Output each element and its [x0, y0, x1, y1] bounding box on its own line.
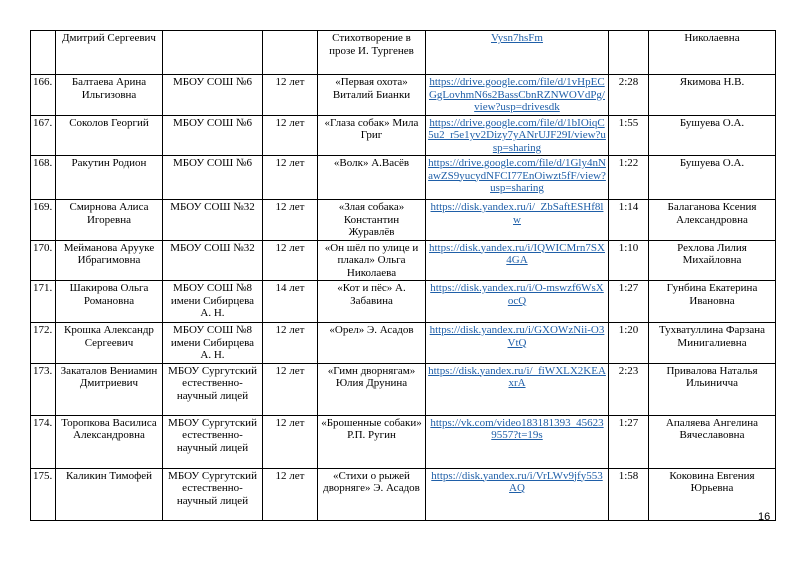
cell-school: МБОУ Сургутский естественно-научный лицей: [163, 363, 263, 415]
cell-link: [426, 323, 609, 364]
cell-name: Крошка Александр Сергеевич: [56, 323, 163, 364]
cell-time: 1:27: [609, 415, 649, 468]
cell-link: [426, 468, 609, 520]
cell-time: 2:23: [609, 363, 649, 415]
cell-school: МБОУ СОШ №8 имени Сибирцева А. Н.: [163, 281, 263, 323]
cell-age: 12 лет: [263, 75, 318, 116]
cell-name: Дмитрий Сергеевич: [56, 31, 163, 75]
cell-teacher: Бушуева О.А.: [649, 156, 776, 200]
cell-num: 175.: [31, 468, 56, 520]
table-row: [31, 415, 776, 468]
cell-teacher: Николаевна: [649, 31, 776, 75]
video-link[interactable]: https://disk.yandex.ru/i/GXOWzNii-O3VtQ: [429, 324, 605, 349]
table-row: [31, 115, 776, 156]
cell-teacher: Бушуева О.А.: [649, 115, 776, 156]
cell-num: 170.: [31, 240, 56, 281]
cell-num: 169.: [31, 200, 56, 241]
cell-work: «Брошенные собаки» Р.П. Ругин: [318, 415, 426, 468]
cell-age: 12 лет: [263, 363, 318, 415]
cell-school: МБОУ СОШ №32: [163, 200, 263, 241]
cell-time: 1:10: [609, 240, 649, 281]
video-link[interactable]: https://vk.com/video183181393_456239557?t=19s: [430, 416, 604, 441]
video-link[interactable]: https://drive.google.com/file/d/1Gly4nNawZS9yucydNFCI77EnOiwzt5fF/view?usp=sharing: [428, 157, 606, 194]
cell-time: 1:14: [609, 200, 649, 241]
cell-work: «Кот и пёс» А. Забавина: [318, 281, 426, 323]
cell-school: [163, 31, 263, 75]
cell-age: 12 лет: [263, 115, 318, 156]
cell-num: 171.: [31, 281, 56, 323]
cell-link: [426, 31, 609, 75]
cell-work: «Глаза собак» Мила Григ: [318, 115, 426, 156]
cell-school: МБОУ СОШ №8 имени Сибирцева А. Н.: [163, 323, 263, 364]
cell-age: 12 лет: [263, 415, 318, 468]
cell-work: «Волк» А.Васёв: [318, 156, 426, 200]
cell-num: 168.: [31, 156, 56, 200]
cell-link: [426, 415, 609, 468]
cell-time: [609, 31, 649, 75]
video-link[interactable]: Vysn7hsFm: [491, 32, 543, 44]
page-number: 16: [758, 511, 771, 523]
cell-age: 12 лет: [263, 156, 318, 200]
cell-work: «Стихи о рыжей дворняге» Э. Асадов: [318, 468, 426, 520]
cell-teacher: Якимова Н.В.: [649, 75, 776, 116]
cell-link: [426, 200, 609, 241]
table-row: [31, 31, 776, 75]
cell-time: 1:22: [609, 156, 649, 200]
cell-teacher: Рехлова Лилия Михайловна: [649, 240, 776, 281]
cell-work: «Гимн дворнягам» Юлия Друнина: [318, 363, 426, 415]
cell-link: [426, 281, 609, 323]
cell-name: Шакирова Ольга Романовна: [56, 281, 163, 323]
cell-work: «Он шёл по улице и плакал» Ольга Николаева: [318, 240, 426, 281]
cell-teacher: Апаляева Ангелина Вячеславовна: [649, 415, 776, 468]
cell-age: 12 лет: [263, 200, 318, 241]
cell-name: Закаталов Вениамин Дмитриевич: [56, 363, 163, 415]
cell-num: [31, 31, 56, 75]
cell-school: МБОУ СОШ №32: [163, 240, 263, 281]
cell-name: Торопкова Василиса Александровна: [56, 415, 163, 468]
cell-time: 1:20: [609, 323, 649, 364]
cell-school: МБОУ СОШ №6: [163, 75, 263, 116]
cell-link: [426, 240, 609, 281]
table-row: [31, 156, 776, 200]
video-link[interactable]: https://disk.yandex.ru/i/VrLWv9jfy553AQ: [431, 469, 603, 494]
cell-name: Балтаева Арина Ильгизовна: [56, 75, 163, 116]
cell-time: 1:58: [609, 468, 649, 520]
cell-teacher: Коковина Евгения Юрьевна: [649, 468, 776, 520]
video-link[interactable]: https://drive.google.com/file/d/1vHpECGgLovhmN6s2BassCbnRZNWOVdPg/view?usp=drivesdk: [428, 76, 605, 113]
cell-teacher: Балаганова Ксения Александровна: [649, 200, 776, 241]
table-row: [31, 468, 776, 520]
cell-age: 12 лет: [263, 323, 318, 364]
cell-link: [426, 156, 609, 200]
cell-teacher: Тухватуллина Фарзана Минигалиевна: [649, 323, 776, 364]
cell-age: 14 лет: [263, 281, 318, 323]
cell-time: 1:55: [609, 115, 649, 156]
cell-link: [426, 115, 609, 156]
cell-school: МБОУ Сургутский естественно-научный лицей: [163, 415, 263, 468]
cell-link: [426, 363, 609, 415]
cell-name: Ракутин Родион: [56, 156, 163, 200]
table-row: [31, 200, 776, 241]
cell-school: МБОУ СОШ №6: [163, 156, 263, 200]
cell-time: 2:28: [609, 75, 649, 116]
table-row: [31, 240, 776, 281]
cell-age: [263, 31, 318, 75]
table-row: [31, 363, 776, 415]
cell-school: МБОУ Сургутский естественно-научный лицей: [163, 468, 263, 520]
cell-name: Смирнова Алиса Игоревна: [56, 200, 163, 241]
cell-num: 174.: [31, 415, 56, 468]
cell-age: 12 лет: [263, 468, 318, 520]
cell-work: «Орел» Э. Асадов: [318, 323, 426, 364]
cell-name: Соколов Георгий: [56, 115, 163, 156]
cell-work: «Злая собака» Константин Журавлёв: [318, 200, 426, 241]
cell-work: «Первая охота» Виталий Бианки: [318, 75, 426, 116]
cell-name: Мейманова Арууке Ибрагимовна: [56, 240, 163, 281]
video-link[interactable]: https://disk.yandex.ru/i/IQWICMrn7SX4GA: [429, 241, 605, 266]
table-row: [31, 323, 776, 364]
video-link[interactable]: https://disk.yandex.ru/i/O-mswzf6WsXocQ: [430, 282, 604, 307]
cell-num: 166.: [31, 75, 56, 116]
cell-time: 1:27: [609, 281, 649, 323]
cell-link: [426, 75, 609, 116]
participants-table: [30, 30, 776, 521]
cell-teacher: Гунбина Екатерина Ивановна: [649, 281, 776, 323]
video-link[interactable]: https://drive.google.com/file/d/1bIOiqC5u2_r5e1yv2Dizy7yANrUJF29I/view?usp=sharing: [428, 116, 606, 154]
cell-name: Каликин Тимофей: [56, 468, 163, 520]
cell-school: МБОУ СОШ №6: [163, 115, 263, 156]
video-link[interactable]: https://disk.yandex.ru/i/_fiWXLX2KEAxrA: [428, 364, 606, 389]
table-row: [31, 75, 776, 116]
video-link[interactable]: https://disk.yandex.ru/i/_ZbSaftESHf8lw: [430, 201, 604, 226]
cell-num: 173.: [31, 363, 56, 415]
cell-work: Стихотворение в прозе И. Тургенев: [318, 31, 426, 75]
cell-teacher: Привалова Наталья Ильиничча: [649, 363, 776, 415]
cell-age: 12 лет: [263, 240, 318, 281]
cell-num: 167.: [31, 115, 56, 156]
cell-num: 172.: [31, 323, 56, 364]
table-row: [31, 281, 776, 323]
